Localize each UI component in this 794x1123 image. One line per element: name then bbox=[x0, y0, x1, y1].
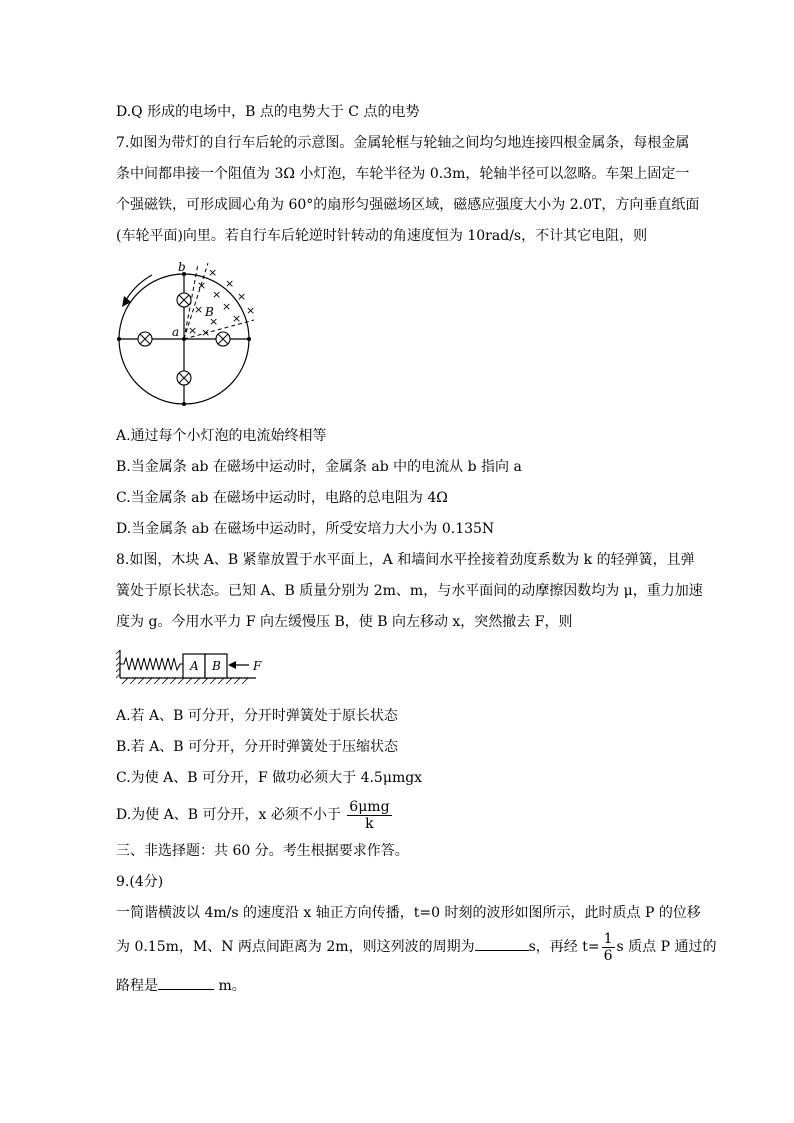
svg-text:×: × bbox=[197, 279, 207, 292]
fraction-numerator: 6μmg bbox=[349, 798, 390, 815]
label-block-a: A bbox=[190, 659, 199, 673]
q8-option-b: B.若 A、B 可分开，分开时弹簧处于压缩状态 bbox=[116, 739, 399, 755]
q7-option-a: A.通过每个小灯泡的电流始终相等 bbox=[116, 428, 327, 444]
q8-option-c: C.为使 A、B 可分开，F 做功必须大于 4.5μmgx bbox=[116, 770, 423, 786]
q8-option-d-fraction bbox=[347, 799, 391, 832]
q8-option-d-text: D.为使 A、B 可分开，x 必须不小于 bbox=[116, 807, 341, 823]
bulb-top-icon bbox=[177, 293, 191, 307]
fraction-denominator: k bbox=[365, 815, 374, 832]
svg-text:×: × bbox=[212, 288, 222, 301]
spring bbox=[120, 658, 183, 670]
label-a: a bbox=[172, 325, 180, 339]
q7-stem-line1: 7.如图为带灯的自行车后轮的示意图。金属轮框与轮轴之间均匀地连接四根金属条，每根金属 bbox=[116, 135, 690, 151]
svg-text:×: × bbox=[201, 326, 211, 339]
q9-stem-line3: 路程是 m。 bbox=[116, 975, 246, 995]
q7-stem-line3: 个强磁铁，可形成圆心角为 60°的扇形匀强磁场区域，磁感应强度大小为 2.0T，方向垂直纸面 bbox=[116, 197, 700, 213]
q6-option-d: D.Q 形成的电场中，B 点的电势大于 C 点的电势 bbox=[116, 104, 420, 120]
svg-text:×: × bbox=[209, 315, 219, 328]
rotation-arrow-icon bbox=[126, 275, 152, 300]
q8-option-d bbox=[116, 796, 394, 834]
label-force-f: F bbox=[253, 659, 262, 673]
svg-text:×: × bbox=[222, 300, 232, 313]
q7-stem-line4: (车轮平面)向里。若自行车后轮逆时针转动的角速度恒为 10rad/s，不计其它电阻，则 bbox=[116, 228, 648, 244]
q7-option-d: D.当金属条 ab 在磁场中运动时，所受安培力大小为 0.135N bbox=[116, 521, 495, 537]
q9-time-fraction: $\frac{1}{6}$ bbox=[603, 930, 613, 964]
magnetic-field-crosses bbox=[188, 266, 255, 339]
label-block-b: B bbox=[212, 659, 221, 673]
label-b: b bbox=[178, 260, 186, 274]
svg-text:×: × bbox=[232, 312, 242, 325]
q8-stem-line2: 簧处于原长状态。已知 A、B 质量分别为 2m、m，与水平面间的动摩擦因数均为 μ，重力加速 bbox=[116, 583, 703, 599]
bulb-right-icon bbox=[216, 332, 230, 346]
bulb-bottom-icon bbox=[177, 371, 191, 385]
q9-stem-line2: 为 0.15m，M、N 两点间距离为 2m，则这列波的周期为 s，再经 t= $\frac{1}{6}$ s 质点 P 通过的 bbox=[116, 930, 717, 964]
svg-text:×: × bbox=[237, 290, 247, 303]
q8-stem-line3: 度为 g。今用水平力 F 向左缓慢压 B，使 B 向左移动 x，突然撤去 F，则 bbox=[116, 614, 573, 630]
q8-spring-blocks-figure bbox=[116, 648, 276, 688]
q7-stem-line2: 条中间都串接一个阻值为 3Ω 小灯泡，车轮半径为 0.3m，轮轴半径可以忽略。车架上固定一 bbox=[116, 166, 690, 182]
q7-option-b: B.当金属条 ab 在磁场中运动时，金属条 ab 中的电流从 b 指向 a bbox=[116, 459, 522, 475]
answer-blank-period[interactable] bbox=[475, 936, 529, 951]
q9-title: 9.(4分) bbox=[116, 874, 164, 890]
svg-text:×: × bbox=[208, 266, 218, 279]
label-field-B: B bbox=[205, 305, 214, 319]
svg-text:×: × bbox=[225, 277, 235, 290]
svg-text:×: × bbox=[194, 303, 204, 316]
q8-option-a: A.若 A、B 可分开，分开时弹簧处于原长状态 bbox=[116, 708, 398, 724]
q7-wheel-figure bbox=[108, 258, 278, 410]
bulb-left-icon bbox=[138, 332, 152, 346]
svg-text:×: × bbox=[246, 304, 256, 317]
q9-stem-line1: 一简谐横波以 4m/s 的速度沿 x 轴正方向传播，t=0 时刻的波形如图所示，此时质点 P 的位移 bbox=[116, 905, 701, 921]
svg-text:×: × bbox=[188, 324, 198, 337]
answer-blank-distance[interactable] bbox=[158, 975, 214, 990]
q7-option-c: C.当金属条 ab 在磁场中运动时，电路的总电阻为 4Ω bbox=[116, 490, 448, 506]
q8-stem-line1: 8.如图，木块 A、B 紧靠放置于水平面上，A 和墙间水平拴接着劲度系数为 k 的轻弹簧，且弹 bbox=[116, 552, 695, 568]
section-three-heading: 三、非选择题：共 60 分。考生根据要求作答。 bbox=[116, 843, 409, 859]
